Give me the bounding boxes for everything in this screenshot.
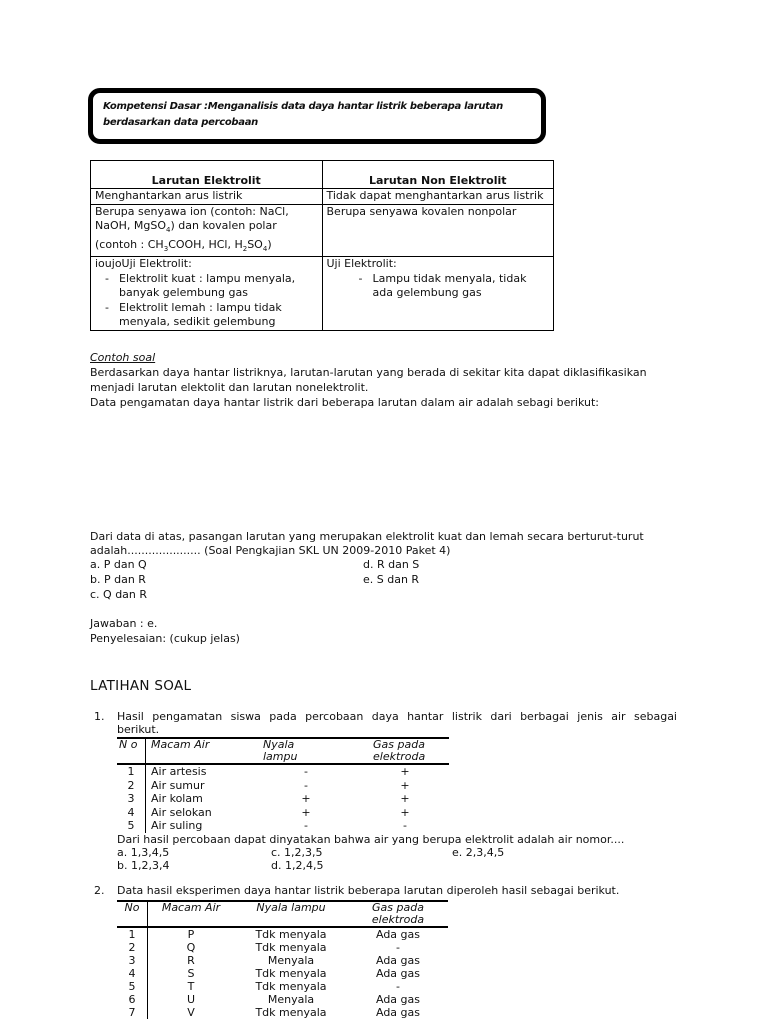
- question-line: adalah..................... (Soal Pengkajian SKL UN 2009-2010 Paket 4): [90, 544, 451, 557]
- q2-number: 2.: [94, 884, 105, 897]
- cell-title: ioujoUji Elektrolit:: [95, 257, 192, 271]
- option-b: b. P dan R: [90, 573, 146, 586]
- latihan-heading: LATIHAN SOAL: [90, 678, 192, 694]
- non-elektrolit-list: [327, 272, 550, 301]
- q1-option-c: c. 1,2,3,5: [271, 846, 323, 859]
- comparison-header-row: [91, 161, 554, 189]
- table-row: 3 R Menyala Ada gas: [117, 954, 448, 967]
- comparison-row: [91, 204, 554, 257]
- comparison-row: [91, 189, 554, 205]
- comparison-table: [90, 160, 554, 331]
- cell-line: NaOH, MgSO$_4$) dan kovalen polar: [95, 219, 277, 235]
- header-non-elektrolit: Larutan Non Elektrolit: [322, 161, 554, 189]
- contoh-label: Contoh soal: [90, 351, 156, 364]
- list-item: - Lampu tidak menyala, tidak ada gelembung gas: [373, 272, 550, 301]
- kompetensi-text: [103, 99, 523, 131]
- contoh-paragraph: menjadi larutan elektolit dan larutan nonelektrolit.: [90, 381, 369, 394]
- comparison-row: [91, 257, 554, 331]
- q1-header-nyala: Nyala lampu: [251, 738, 361, 764]
- table-row: 5 T Tdk menyala -: [117, 980, 448, 993]
- table-row: 4 S Tdk menyala Ada gas: [117, 967, 448, 980]
- contoh-section: [90, 350, 680, 410]
- q1-option-e: e. 2,3,4,5: [452, 846, 505, 859]
- option-a: a. P dan Q: [90, 558, 147, 571]
- list-item: - Elektrolit lemah : lampu tidak menyala, sedikit gelembung: [119, 301, 318, 330]
- table-row: 1 P Tdk menyala Ada gas: [117, 927, 448, 941]
- q1-header-gas: Gas pada elektroda: [361, 738, 449, 764]
- q1-option-d: d. 1,2,4,5: [271, 859, 324, 872]
- q1-header-no: N o: [117, 738, 146, 764]
- q1-table: [117, 737, 449, 833]
- cell-elektrolit: Menghantarkan arus listrik: [91, 189, 323, 205]
- q1-after-text: Dari hasil percobaan dapat dinyatakan bahwa air yang berupa elektrolit adalah air nomor....: [117, 833, 625, 846]
- cell-line: Berupa senyawa ion (contoh: NaCl,: [95, 204, 289, 218]
- kompetensi-line-2: berdasarkan data percobaan: [103, 117, 258, 128]
- q1-header-macam-air: Macam Air: [146, 738, 252, 764]
- cell-non-elektrolit: Tidak dapat menghantarkan arus listrik: [322, 189, 554, 205]
- q2-header-row: [117, 901, 448, 927]
- q2-table: [117, 900, 448, 1019]
- table-row: 4 Air selokan + +: [117, 806, 449, 820]
- q2-header-macam-air: Macam Air: [148, 901, 235, 927]
- q2-text: Data hasil eksperimen daya hantar listrik beberapa larutan diperoleh hasil sebagai berikut.: [117, 884, 620, 897]
- contoh-paragraph: Berdasarkan daya hantar listriknya, larutan-larutan yang berada di sekitar kita dapat diklasifikasikan: [90, 366, 647, 379]
- elektrolit-list: [95, 272, 318, 330]
- cell-line: (contoh : $CH_3COOH$, HCl, $H_2SO_4$): [95, 237, 272, 253]
- cell-title: Uji Elektrolit:: [326, 257, 397, 271]
- table-row: 5 Air suling - -: [117, 819, 449, 833]
- table-row: 1 Air artesis - +: [117, 764, 449, 779]
- penyelesaian: Penyelesaian: (cukup jelas): [90, 632, 240, 645]
- q1-text-line-2: berikut.: [117, 723, 160, 736]
- table-row: 2 Q Tdk menyala -: [117, 941, 448, 954]
- q1-option-a: a. 1,3,4,5: [117, 846, 170, 859]
- q2-header-nyala: Nyala lampu: [234, 901, 348, 927]
- contoh-question: [90, 530, 680, 558]
- q1-number: 1.: [94, 710, 105, 723]
- option-e: e. S dan R: [363, 573, 420, 586]
- table-row: 2 Air sumur - +: [117, 779, 449, 793]
- q1-text-line-1: Hasil pengamatan siswa pada percobaan daya hantar listrik dari berbagai jenis air sebagai: [117, 710, 677, 723]
- table-row: 6 U Menyala Ada gas: [117, 993, 448, 1006]
- header-elektrolit: Larutan Elektrolit: [91, 161, 323, 189]
- q2-header-no: No: [117, 901, 148, 927]
- contoh-paragraph: Data pengamatan daya hantar listrik dari beberapa larutan dalam air adalah sebagi berikut:: [90, 396, 599, 409]
- q1-option-b: b. 1,2,3,4: [117, 859, 170, 872]
- q2-header-gas: Gas pada elektroda: [348, 901, 448, 927]
- cell-elektrolit: [91, 257, 323, 331]
- table-row: 7 V Tdk menyala Ada gas: [117, 1006, 448, 1019]
- cell-non-elektrolit: Berupa senyawa kovalen nonpolar: [322, 204, 554, 257]
- q1-header-row: [117, 738, 449, 764]
- question-line: Dari data di atas, pasangan larutan yang merupakan elektrolit kuat dan lemah secara berturut-turut: [90, 530, 644, 543]
- option-c: c. Q dan R: [90, 588, 148, 601]
- table-row: 3 Air kolam + +: [117, 792, 449, 806]
- list-item: - Elektrolit kuat : lampu menyala, banyak gelembung gas: [119, 272, 318, 301]
- cell-elektrolit: [91, 204, 323, 257]
- cell-non-elektrolit: [322, 257, 554, 331]
- option-d: d. R dan S: [363, 558, 420, 571]
- jawaban: Jawaban : e.: [90, 617, 158, 630]
- kompetensi-line-1: Kompetensi Dasar :Menganalisis data daya hantar listrik beberapa larutan: [103, 101, 503, 112]
